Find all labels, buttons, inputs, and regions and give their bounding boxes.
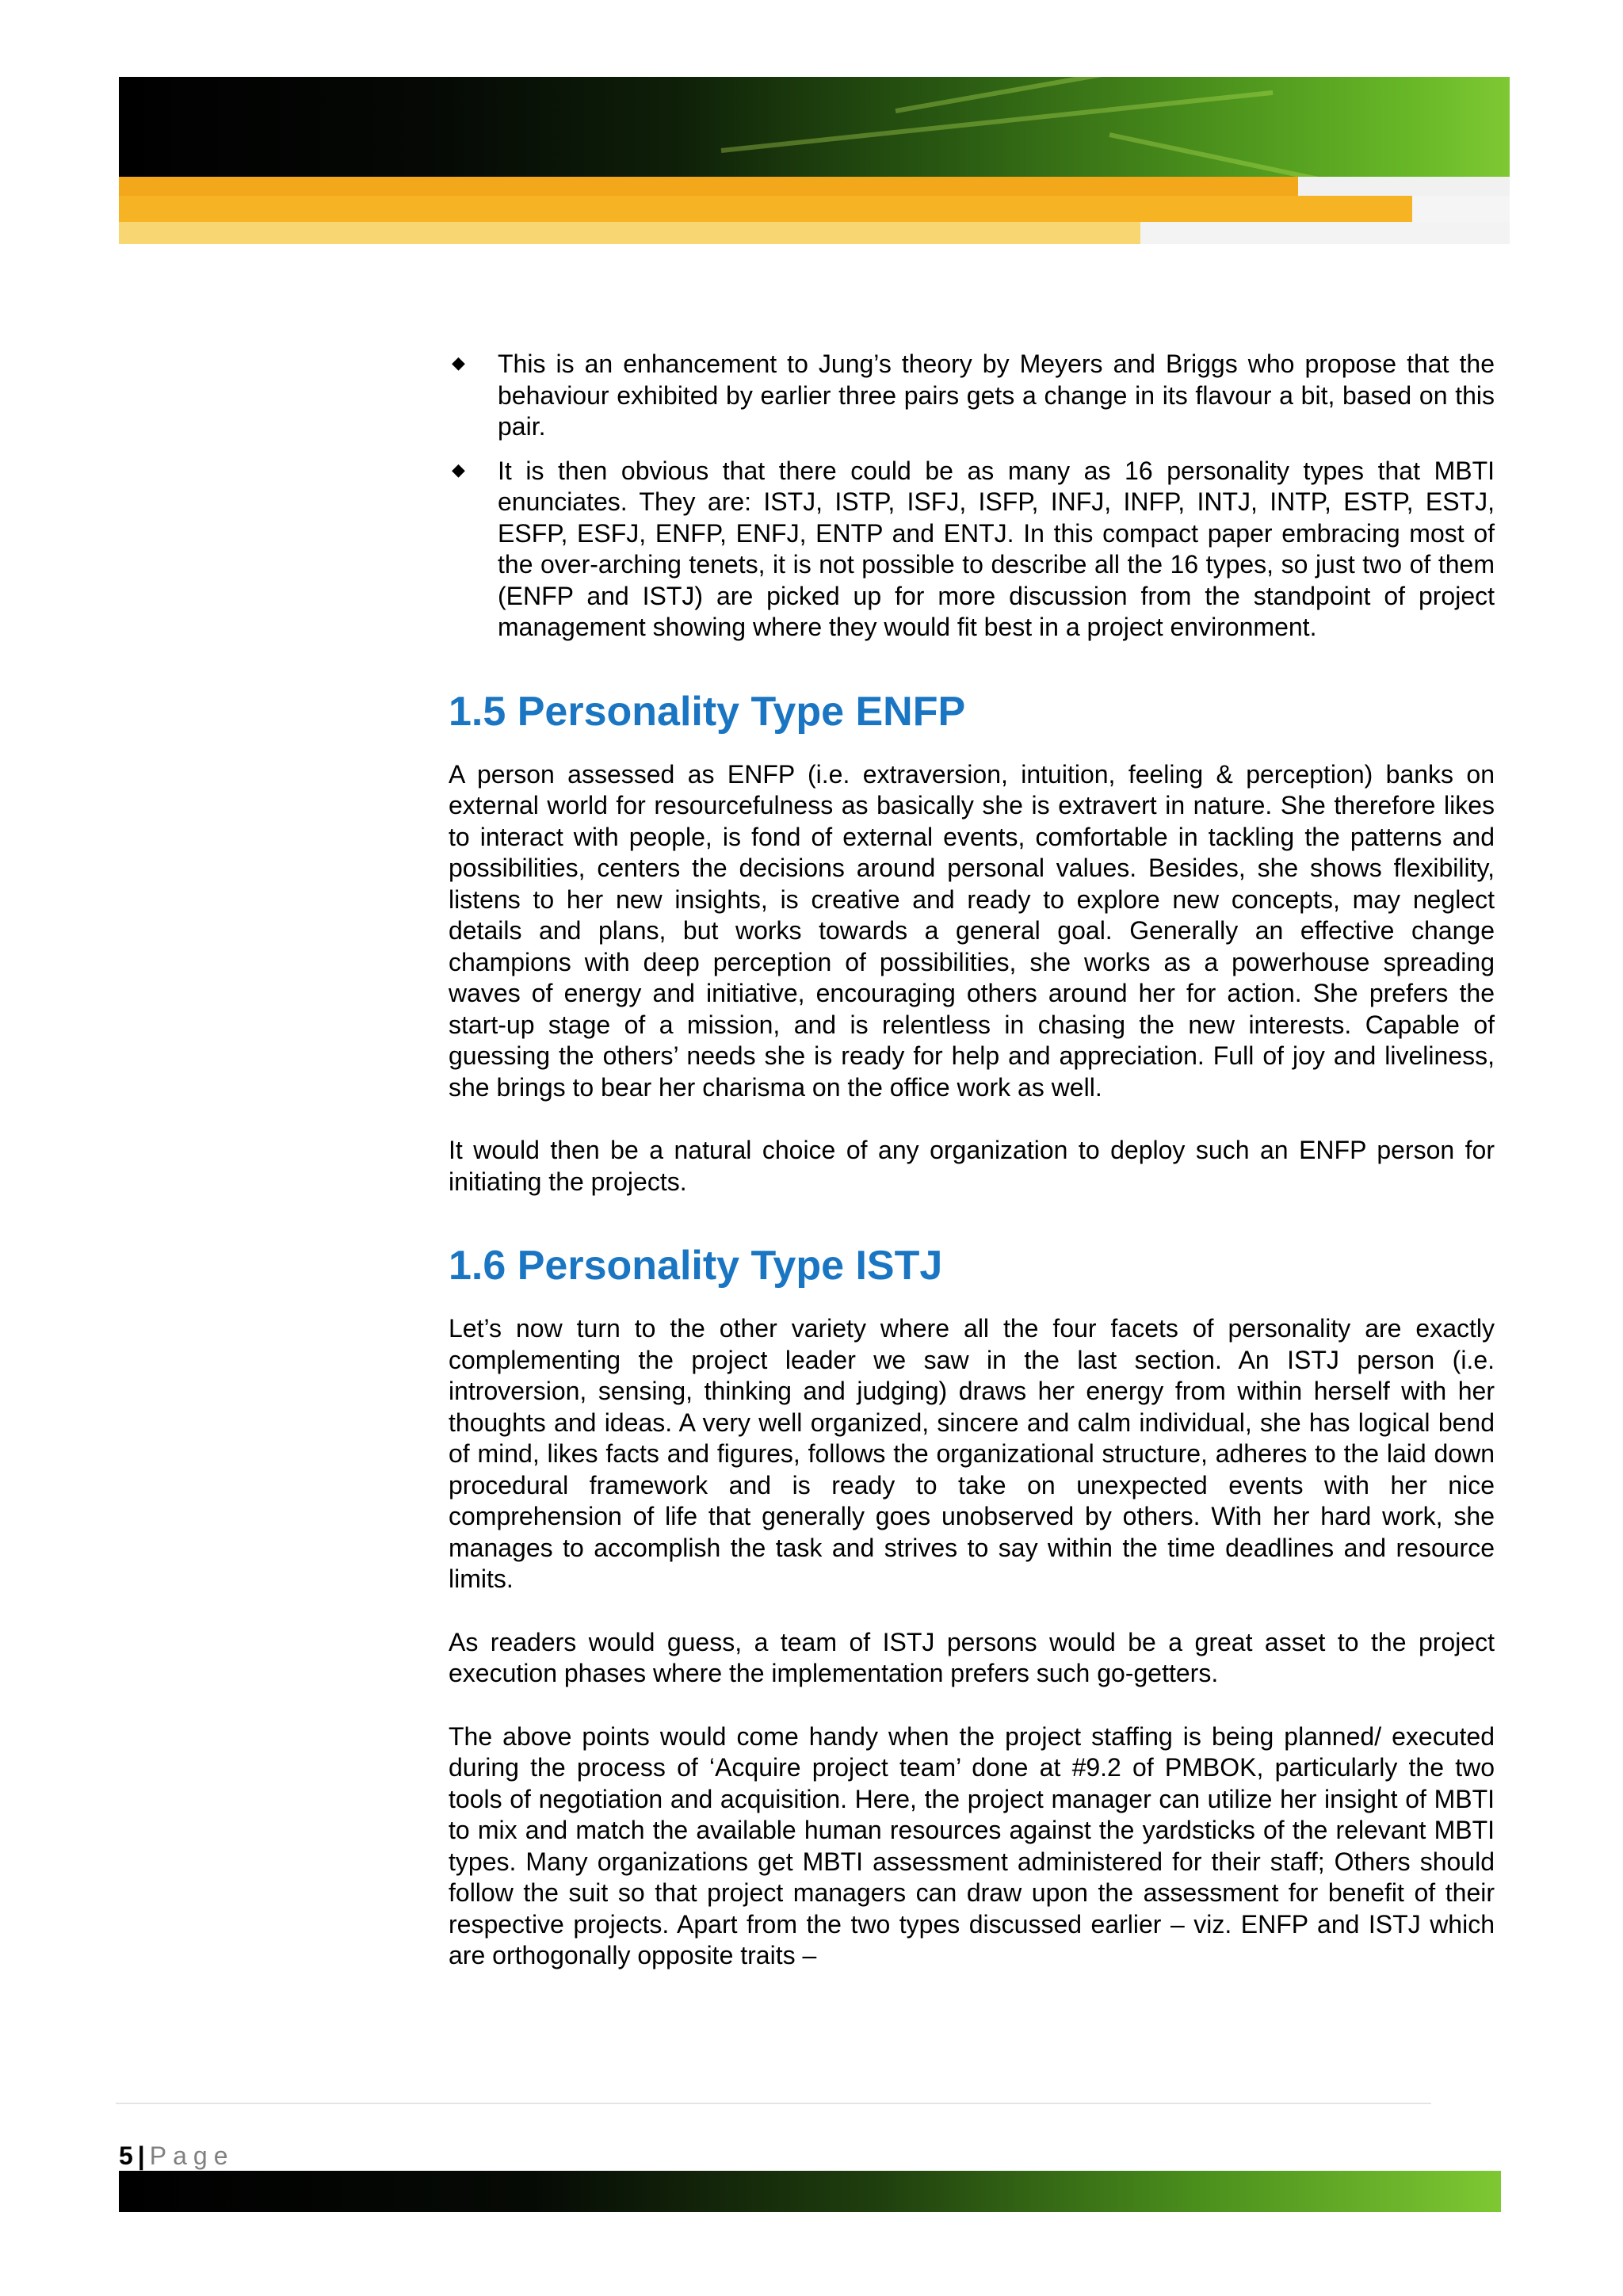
header-stripe-amber bbox=[119, 196, 1412, 222]
section-heading-enfp: 1.5 Personality Type ENFP bbox=[449, 688, 966, 735]
banner-streak bbox=[1109, 132, 1497, 177]
paragraph: A person assessed as ENFP (i.e. extraversion, intuition, feeling & perception) banks on external world for resourcefulness as basically she is extravert in nature. She therefore likes to interact with people, is fond of external events, comfortable in tackling the patterns and possibilities, centers the decisions around personal values. Besides, she shows flexibility, listens to her new insights, is creative and ready to explore new concepts, may neglect details and plans, but works towards a general goal. Generally an effective change champions with deep perception of possibilities, she works as a powerhouse spreading waves of energy and initiative, encouraging others around her for action. She prefers the start-up stage of a mission, and is relentless in chasing the new interests. Capable of guessing the others’ needs she is ready for help and appreciation. Full of joy and liveliness, she brings to bear her charisma on the office work as well. bbox=[449, 759, 1495, 1102]
paragraph: Let’s now turn to the other variety where all the four facets of personality are exactly complementing the project leader we saw in the last section. An ISTJ person (i.e. introversion, sensing, thinking and judging) draws her energy from within herself with her thoughts and ideas. A very well organized, sincere and calm individual, she has logical bend of mind, likes facts and figures, follows the organizational structure, adheres to the laid down procedural framework and is ready to take on unexpected events with her nice comprehension of life that generally goes unobserved by others. With her hard work, she manages to accomplish the task and strives to say within the time deadlines and resource limits. bbox=[449, 1314, 1495, 1593]
paragraph: As readers would guess, a team of ISTJ persons would be a great asset to the project execution phases where the implementation prefers such go-getters. bbox=[449, 1627, 1495, 1687]
page-label: Page bbox=[149, 2141, 235, 2170]
paragraph: It would then be a natural choice of any organization to deploy such an ENFP person for initiating the projects. bbox=[449, 1136, 1495, 1196]
header-stripe-gap bbox=[1412, 196, 1510, 222]
header-stripe-gap bbox=[1298, 177, 1510, 196]
bullet-icon: ◆ bbox=[452, 459, 465, 479]
header-stripe-orange bbox=[119, 177, 1298, 196]
page-number: 5 bbox=[119, 2141, 133, 2170]
header-banner bbox=[119, 77, 1510, 177]
page-separator: | bbox=[137, 2141, 145, 2170]
header-stripe-grey bbox=[1140, 222, 1510, 244]
banner-streak bbox=[721, 90, 1274, 153]
bullet-list bbox=[449, 349, 1495, 644]
list-item bbox=[449, 456, 1495, 644]
footer-banner bbox=[119, 2171, 1501, 2212]
bullet-icon: ◆ bbox=[452, 353, 465, 372]
page-content bbox=[449, 349, 1495, 2004]
page-number-footer bbox=[119, 2140, 234, 2172]
paragraph: The above points would come handy when the project staffing is being planned/ executed during the process of ‘Acquire project team’ done at #9.2 of PMBOK, particularly the two tools of negotiation and acquisition. Here, the project manager can utilize her insight of MBTI to mix and match the available human resources against the yardsticks of the relevant MBTI types. Many organizations get MBTI assessment administered for their staff; Others should follow the suit so that project managers can draw upon the assessment for benefit of their respective projects. Apart from the two types discussed earlier – viz. ENFP and ISTJ which are orthogonally opposite traits – bbox=[449, 1721, 1495, 1969]
footer-divider bbox=[116, 2103, 1431, 2104]
header-stripe-light bbox=[119, 222, 1140, 244]
list-item bbox=[449, 349, 1495, 443]
bullet-text: This is an enhancement to Jung’s theory by Meyers and Briggs who propose that the behaviour exhibited by earlier three pairs gets a change in its flavour a bit, based on this pair. bbox=[498, 350, 1495, 441]
section-heading-istj: 1.6 Personality Type ISTJ bbox=[449, 1243, 943, 1289]
bullet-text: It is then obvious that there could be as many as 16 personality types that MBTI enunciates. They are: ISTJ, ISTP, ISFJ, ISFP, INFJ, INFP, INTJ, INTP, ESTP, ESTJ, ESFP, ESFJ, ENFP, ENFJ, ENTP and ENTJ. In this compact paper embracing most of the over-arching tenets, it is not possible to describe all the 16 types, so just two of them (ENFP and ISTJ) are picked up for more discussion from the standpoint of project management showing where they would fit best in a project environment. bbox=[498, 456, 1495, 641]
